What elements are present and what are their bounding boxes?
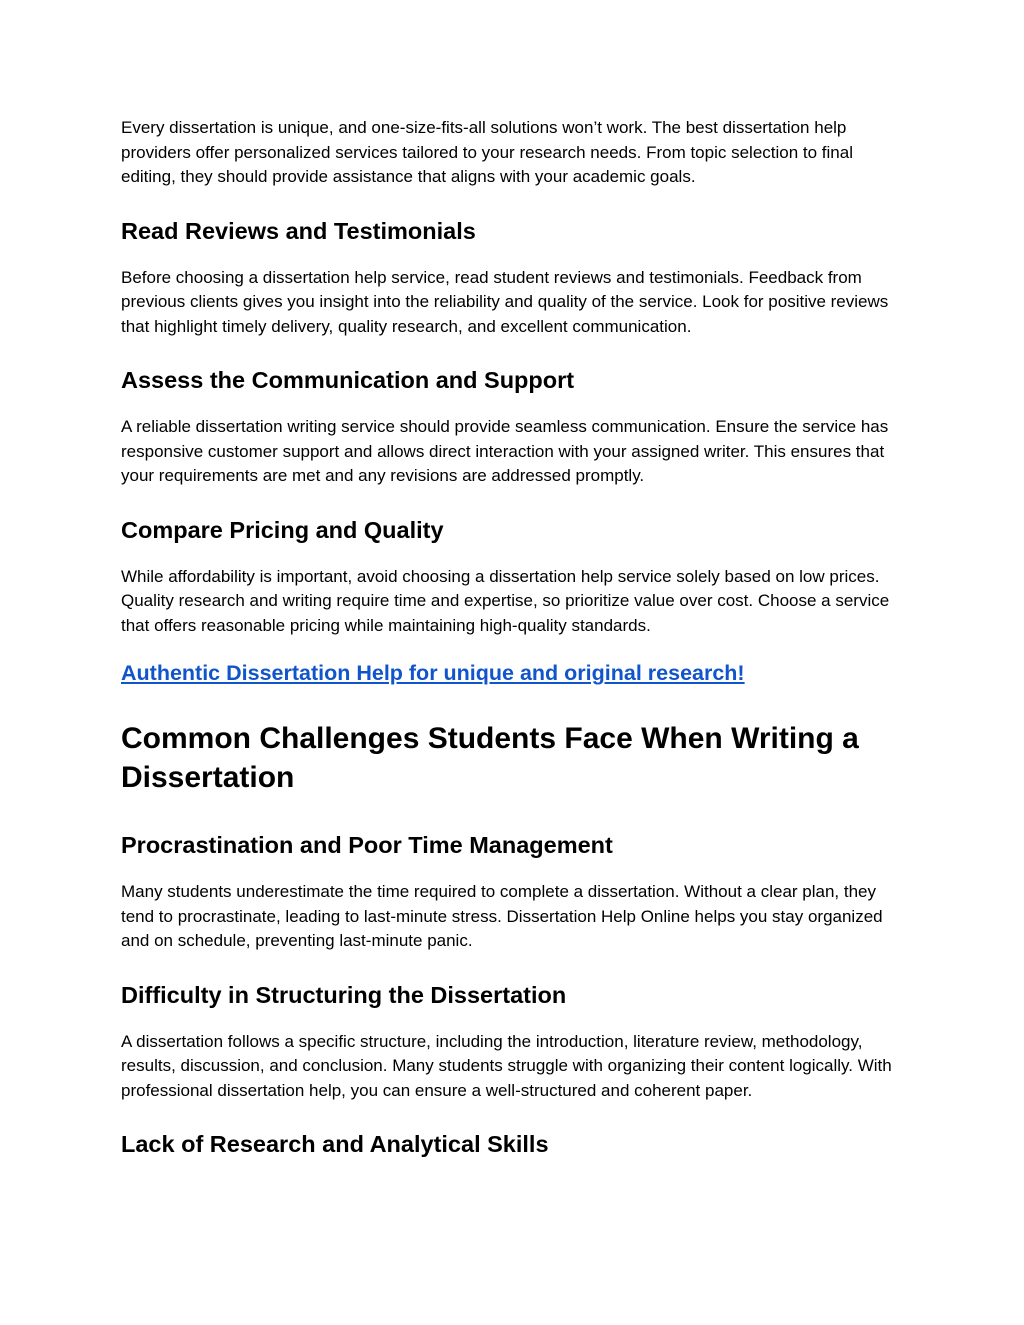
intro-paragraph: Every dissertation is unique, and one-size-fits-all solutions won’t work. The best dissertation help providers offer personalized services tailored to your research needs. From topic selection to final editing, they should provide assistance that aligns with your academic goals.	[121, 118, 853, 186]
main-heading: Common Challenges Students Face When Writing a Dissertation	[121, 722, 859, 794]
section-heading-communication: Assess the Communication and Support	[121, 367, 575, 393]
section-body-communication: A reliable dissertation writing service should provide seamless communication. Ensure the service has responsive customer support and allows direct interaction with your assigned writer. This ensures that your requirements are met and any revisions are addressed promptly.	[121, 417, 889, 485]
document-page	[121, 116, 911, 1159]
dissertation-help-link[interactable]: Authentic Dissertation Help for unique and original research!	[121, 661, 745, 685]
challenge-heading-procrastination: Procrastination and Poor Time Management	[121, 832, 613, 858]
section-heading-pricing: Compare Pricing and Quality	[121, 516, 444, 543]
section-heading-reviews: Read Reviews and Testimonials	[121, 217, 476, 244]
challenge-body-procrastination: Many students underestimate the time required to complete a dissertation. Without a clear plan, they tend to procrastinate, leading to last-minute stress. Dissertation Help Online helps you stay organized and on schedule, preventing last-minute panic.	[121, 882, 883, 950]
challenge-body-structuring: A dissertation follows a specific structure, including the introduction, literature review, methodology, results, discussion, and conclusion. Many students struggle with organizing their content logically. With professional dissertation help, you can ensure a well-structured and coherent paper.	[121, 1031, 892, 1100]
section-body-reviews: Before choosing a dissertation help service, read student reviews and testimonials. Feedback from previous clients gives you insight into the reliability and quality of the service. Look for positive reviews that highlight timely delivery, quality research, and excellent communication.	[121, 267, 889, 336]
section-body-pricing: While affordability is important, avoid choosing a dissertation help service solely based on low prices. Quality research and writing require time and expertise, so prioritize value over cost. Choose a service that offers reasonable pricing while maintaining high-quality standards.	[121, 566, 890, 635]
challenge-heading-research-skills: Lack of Research and Analytical Skills	[121, 1131, 549, 1157]
challenge-heading-structuring: Difficulty in Structuring the Dissertation	[121, 981, 567, 1008]
